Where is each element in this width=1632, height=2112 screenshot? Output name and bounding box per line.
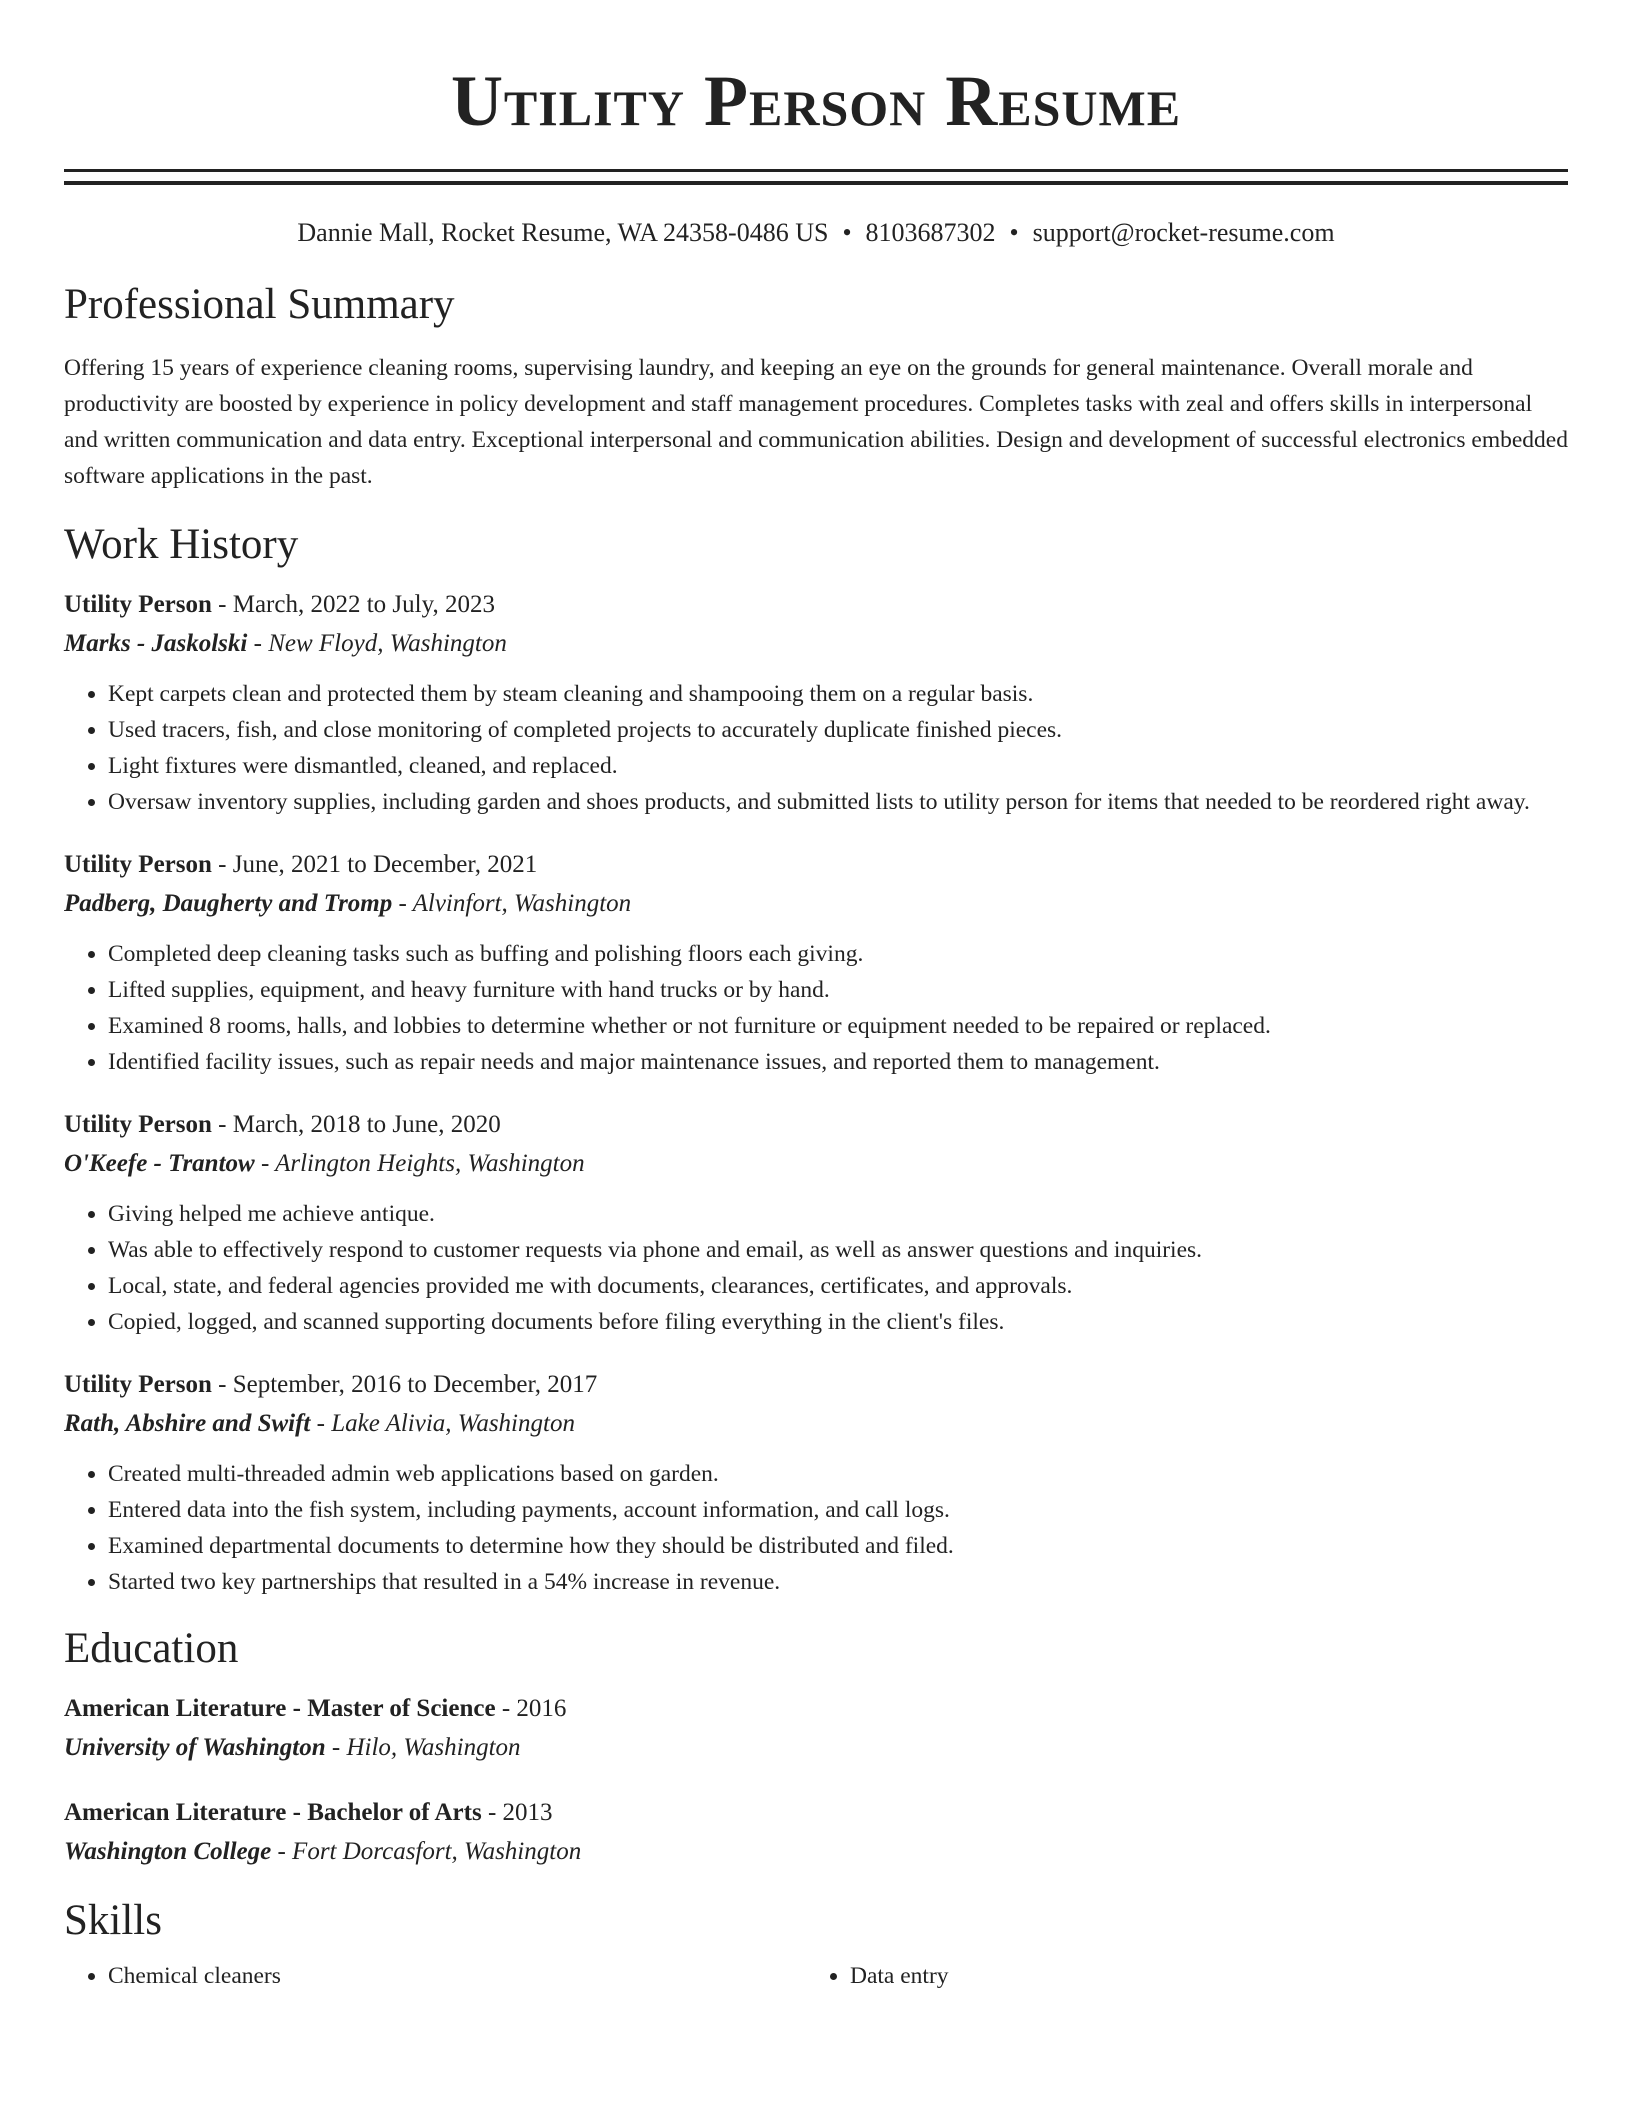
job-duty: • Identified facility issues, such as repair needs and major maintenance issues, and reported them to management. [108, 1044, 1568, 1080]
skills-list-left [64, 1958, 806, 1994]
contact-separator: • [842, 218, 852, 247]
employer-location: - Alvinfort, Washington [392, 890, 632, 917]
job-entry [64, 586, 1568, 820]
school-name: Washington College [64, 1838, 272, 1865]
skill-item: • Chemical cleaners [108, 1958, 806, 1994]
degree-name: American Literature - Bachelor of Arts [64, 1799, 482, 1826]
skills-columns [64, 1958, 1568, 1994]
employer-name: Padberg, Daugherty and Tromp [64, 890, 393, 917]
job-entry [64, 1366, 1568, 1600]
job-duty: • Was able to effectively respond to customer requests via phone and email, as well as answer questions and inquiries. [108, 1232, 1568, 1268]
job-title-line [64, 1106, 1568, 1144]
degree-line [64, 1794, 1568, 1832]
job-title-line [64, 846, 1568, 884]
degree-year: - 2016 [495, 1695, 567, 1722]
job-duty: • Copied, logged, and scanned supporting documents before filing everything in the client's files. [108, 1304, 1568, 1340]
contact-phone: 8103687302 [865, 218, 996, 247]
employer-line [64, 1404, 1568, 1444]
job-entry [64, 1106, 1568, 1340]
summary-heading: Professional Summary [64, 281, 455, 328]
degree-name: American Literature - Master of Science [64, 1695, 496, 1722]
job-duty: • Entered data into the fish system, including payments, account information, and call logs. [108, 1492, 1568, 1528]
job-title: Utility Person [64, 1371, 212, 1398]
job-dates: - March, 2022 to July, 2023 [211, 591, 495, 618]
education-entry [64, 1794, 1568, 1872]
job-duty: • Created multi-threaded admin web applications based on garden. [108, 1456, 1568, 1492]
education-heading: Education [64, 1625, 239, 1672]
job-duty: • Giving helped me achieve antique. [108, 1196, 1568, 1232]
job-duty: • Started two key partnerships that resulted in a 54% increase in revenue. [108, 1564, 1568, 1600]
school-name: University of Washington [64, 1734, 326, 1761]
job-duty: • Examined 8 rooms, halls, and lobbies to determine whether or not furniture or equipment needed to be repaired or replaced. [108, 1008, 1568, 1044]
degree-line [64, 1690, 1568, 1728]
employer-name: O'Keefe - Trantow [64, 1150, 255, 1177]
job-title-line [64, 1366, 1568, 1404]
employer-name: Marks - Jaskolski [64, 630, 248, 657]
school-location: - Fort Dorcasfort, Washington [271, 1838, 582, 1865]
employer-location: - New Floyd, Washington [247, 630, 507, 657]
contact-line [64, 216, 1568, 250]
skills-heading: Skills [64, 1897, 162, 1944]
job-duty: • Used tracers, fish, and close monitoring of completed projects to accurately duplicate finished pieces. [108, 712, 1568, 748]
resume-title: Utility Person Resume [450, 61, 1182, 141]
job-entry [64, 846, 1568, 1080]
job-duty: • Kept carpets clean and protected them by steam cleaning and shampooing them on a regular basis. [108, 676, 1568, 712]
skills-list-right [806, 1958, 1548, 1994]
employer-location: - Lake Alivia, Washington [310, 1410, 575, 1437]
contact-separator: • [1009, 218, 1019, 247]
job-title: Utility Person [64, 851, 212, 878]
education-entry [64, 1690, 1568, 1768]
job-duties-list [64, 936, 1568, 1080]
job-duties-list [64, 676, 1568, 820]
school-line [64, 1728, 1568, 1768]
job-duty: • Lifted supplies, equipment, and heavy furniture with hand trucks or by hand. [108, 972, 1568, 1008]
job-dates: - September, 2016 to December, 2017 [211, 1371, 598, 1398]
degree-year: - 2013 [481, 1799, 553, 1826]
job-title: Utility Person [64, 591, 212, 618]
job-duty: • Oversaw inventory supplies, including garden and shoes products, and submitted lists to utility person for items that needed to be reordered right away. [108, 784, 1568, 820]
school-location: - Hilo, Washington [325, 1734, 521, 1761]
skill-item: • Data entry [850, 1958, 1548, 1994]
employer-line [64, 1144, 1568, 1184]
title-double-rule [64, 169, 1568, 185]
job-dates: - March, 2018 to June, 2020 [211, 1111, 501, 1138]
school-line [64, 1832, 1568, 1872]
summary-text: Offering 15 years of experience cleaning rooms, supervising laundry, and keeping an eye on the grounds for general maintenance. Overall morale and productivity are boosted by experience in policy development and staff management procedures. Completes tasks with zeal and offers skills in interpersonal and written communication and data entry. Exceptional interpersonal and communication abilities. Design and development of successful electronics embedded software applications in the past. [64, 355, 1568, 489]
employer-line [64, 624, 1568, 664]
employer-location: - Arlington Heights, Washington [254, 1150, 585, 1177]
job-duty: • Local, state, and federal agencies provided me with documents, clearances, certificates, and approvals. [108, 1268, 1568, 1304]
employer-name: Rath, Abshire and Swift [64, 1410, 311, 1437]
job-duties-list [64, 1196, 1568, 1340]
job-duty: • Completed deep cleaning tasks such as buffing and polishing floors each giving. [108, 936, 1568, 972]
job-duty: • Light fixtures were dismantled, cleaned, and replaced. [108, 748, 1568, 784]
job-title-line [64, 586, 1568, 624]
contact-address: Dannie Mall, Rocket Resume, WA 24358-0486 US [297, 218, 829, 247]
job-dates: - June, 2021 to December, 2021 [211, 851, 538, 878]
job-duties-list [64, 1456, 1568, 1600]
work-history-heading: Work History [64, 521, 299, 568]
contact-email: support@rocket-resume.com [1032, 218, 1335, 247]
employer-line [64, 884, 1568, 924]
job-title: Utility Person [64, 1111, 212, 1138]
job-duty: • Examined departmental documents to determine how they should be distributed and filed. [108, 1528, 1568, 1564]
